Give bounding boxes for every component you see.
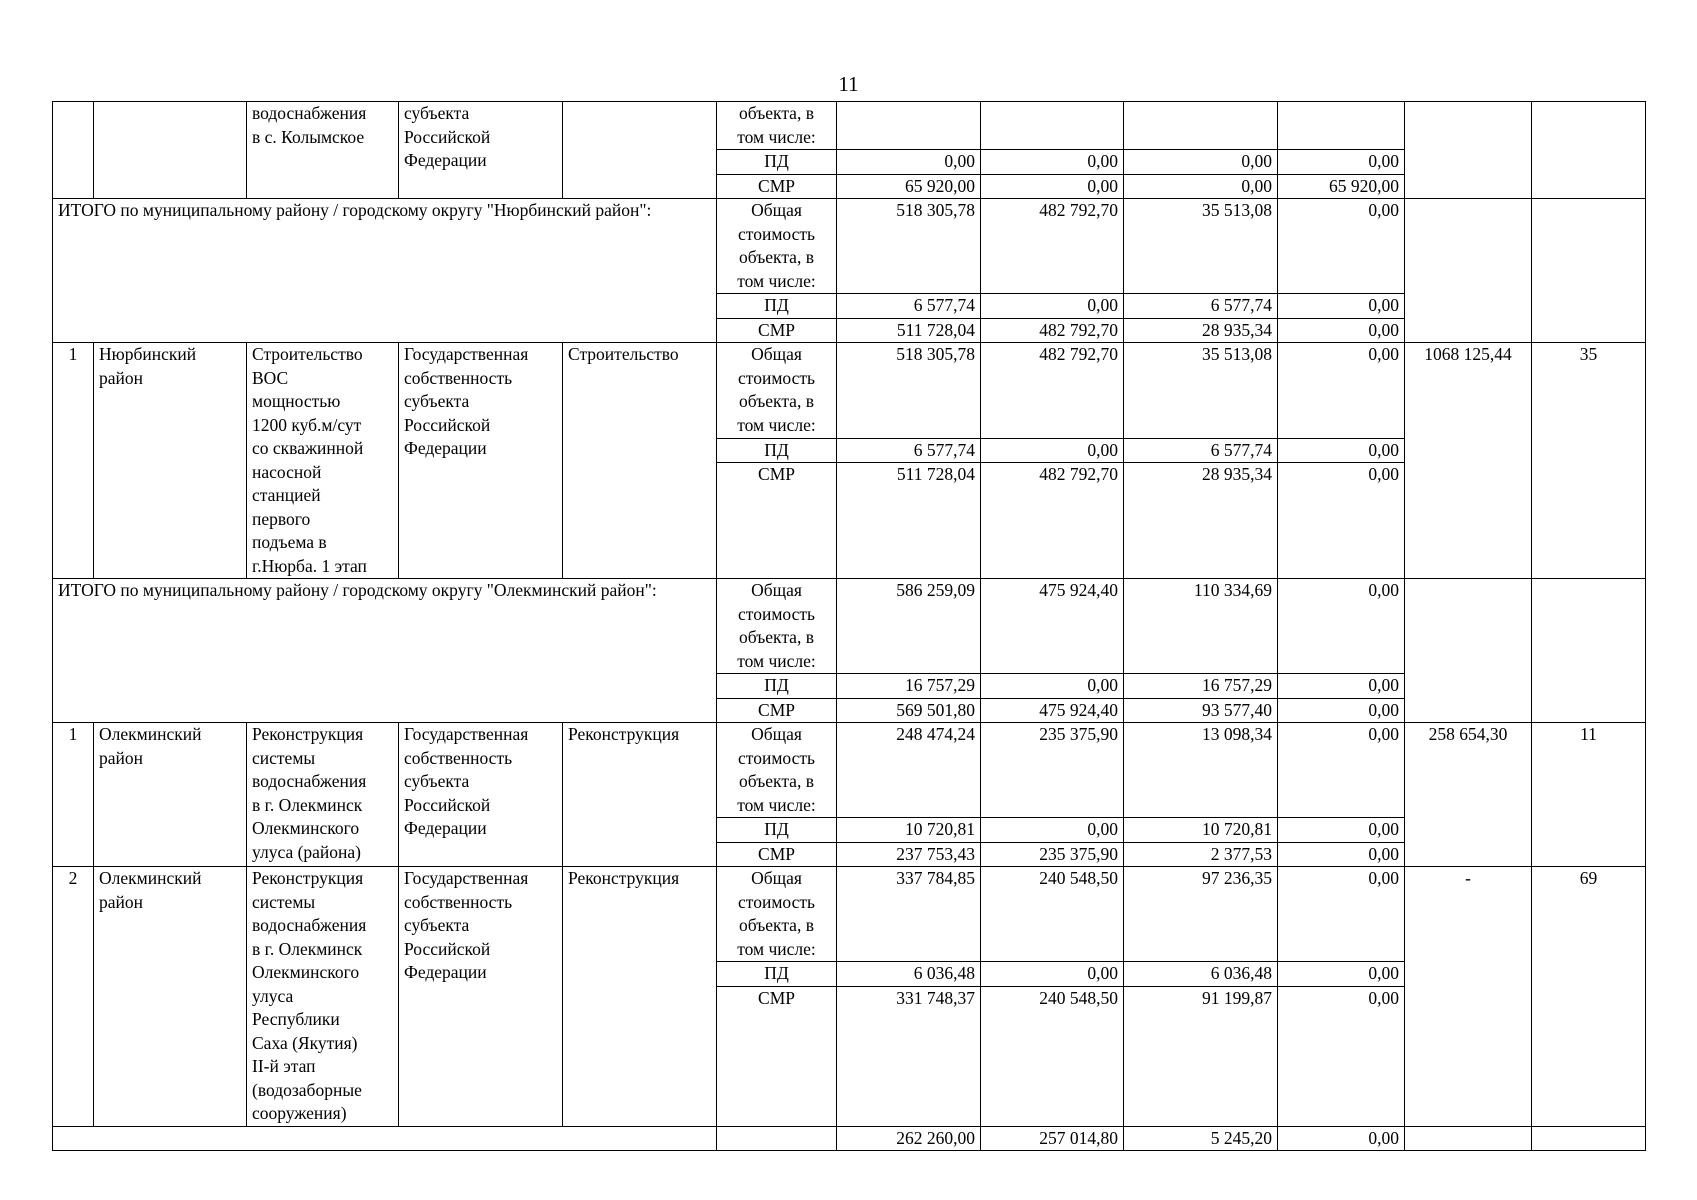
obj-nyurba-cost-row: 1 Нюрбинский район Строительство ВОС мощностью 1200 куб.м/сут со скважинной насосной станцией первого подъема в г.Нюрба. 1 этап Государственная собственность субъекта Российской Федерации Строительство Общая стоимость объекта, в том числе: 518 305,78 482 792,70 35 513,08 0,00 1068 125,44 35: [53, 343, 1646, 439]
obj-nyurba-name: Строительство ВОС мощностью 1200 куб.м/сут со скважинной насосной станцией первого подъема в г.Нюрба. 1 этап: [247, 343, 399, 579]
obj-olekma2-name: Реконструкция системы водоснабжения в г. Олекминск Олекминского улуса Республики Саха (Якутия) II-й этап (водозаборные сооружения): [247, 867, 399, 1127]
obj-nyurba-work-type: Строительство: [563, 343, 717, 579]
cont-pd-row: ПД 0,00 0,00 0,00 0,00: [53, 150, 1646, 175]
cell-work-type: [563, 102, 717, 199]
cell-c11: [1405, 102, 1532, 199]
cell-c12: [1532, 102, 1646, 199]
obj-nyurba-no: 1: [53, 343, 94, 579]
total-olekma-smr-row: СМР 569 501,80 475 924,40 93 577,40 0,00: [53, 698, 1646, 723]
obj-olekma2-district: Олекминский район: [94, 867, 247, 1127]
cost-label: Общая стоимость объекта, в том числе:: [717, 867, 837, 962]
obj-olekma2-c11: -: [1405, 867, 1532, 1127]
obj-nyurba-c11: 1068 125,44: [1405, 343, 1532, 579]
cell-ownership: субъекта Российской Федерации: [399, 102, 563, 199]
obj-olekma2-c12: 69: [1532, 867, 1646, 1127]
obj-olekma2-cost-row: 2 Олекминский район Реконструкция системы водоснабжения в г. Олекминск Олекминского улуса Республики Саха (Якутия) II-й этап (водозаборные сооружения) Государственная собственность субъекта Российской Федерации Реконструкция Общая стоимость объекта, в том числе: 337 784,85 240 548,50 97 236,35 0,00 - 69: [53, 867, 1646, 962]
obj-olekma2-work-type: Реконструкция: [563, 867, 717, 1127]
obj-olekma1-ownership: Государственная собственность субъекта Российской Федерации: [399, 723, 563, 867]
obj-nyurba-c12: 35: [1532, 343, 1646, 579]
cell-district: [94, 102, 247, 199]
cell-object-name: водоснабжения в с. Колымское: [247, 102, 399, 199]
obj-olekma1-c12: 11: [1532, 723, 1646, 867]
cell-no: [53, 102, 94, 199]
total-olekma-pd-row: ПД 16 757,29 0,00 16 757,29 0,00: [53, 674, 1646, 699]
last-row: 262 260,00 257 014,80 5 245,20 0,00: [53, 1126, 1646, 1151]
investment-table: [52, 101, 1646, 1151]
total-nyurba-smr-row: СМР 511 728,04 482 792,70 28 935,34 0,00: [53, 318, 1646, 343]
cont-smr-row: СМР 65 920,00 0,00 0,00 65 920,00: [53, 174, 1646, 199]
cost-label: Общая стоимость объекта, в том числе:: [717, 579, 837, 674]
obj-olekma2-pd-row: ПД 6 036,48 0,00 6 036,48 0,00: [53, 962, 1646, 987]
cost-label: Общая стоимость объекта, в том числе:: [717, 199, 837, 294]
obj-olekma1-pd-row: ПД 10 720,81 0,00 10 720,81 0,00: [53, 818, 1646, 843]
obj-olekma2-ownership: Государственная собственность субъекта Российской Федерации: [399, 867, 563, 1127]
total-olekma-cost-row: ИТОГО по муниципальному району / городскому округу "Олекминский район": Общая стоимость объекта, в том числе: 586 259,09 475 924,40 110 334,69 0,00: [53, 579, 1646, 674]
obj-olekma1-work-type: Реконструкция: [563, 723, 717, 867]
obj-olekma1-no: 1: [53, 723, 94, 867]
total-nyurba-cost-row: ИТОГО по муниципальному району / городскому округу "Нюрбинский район": Общая стоимость объекта, в том числе: 518 305,78 482 792,70 35 513,08 0,00: [53, 199, 1646, 294]
cost-label: Общая стоимость объекта, в том числе:: [717, 723, 837, 818]
total-nyurba-pd-row: ПД 6 577,74 0,00 6 577,74 0,00: [53, 294, 1646, 319]
obj-nyurba-smr-row: СМР 511 728,04 482 792,70 28 935,34 0,00: [53, 463, 1646, 579]
total-olekma-label: ИТОГО по муниципальному району / городскому округу "Олекминский район":: [53, 579, 717, 723]
obj-olekma1-c11: 258 654,30: [1405, 723, 1532, 867]
obj-olekma1-district: Олекминский район: [94, 723, 247, 867]
cost-label: объекта, в том числе:: [717, 102, 837, 150]
obj-nyurba-pd-row: ПД 6 577,74 0,00 6 577,74 0,00: [53, 438, 1646, 463]
obj-olekma1-name: Реконструкция системы водоснабжения в г. Олекминск Олекминского улуса (района): [247, 723, 399, 867]
obj-nyurba-ownership: Государственная собственность субъекта Российской Федерации: [399, 343, 563, 579]
obj-olekma1-cost-row: 1 Олекминский район Реконструкция системы водоснабжения в г. Олекминск Олекминского улуса (района) Государственная собственность субъекта Российской Федерации Реконструкция Общая стоимость объекта, в том числе: 248 474,24 235 375,90 13 098,34 0,00 258 654,30 11: [53, 723, 1646, 818]
obj-nyurba-district: Нюрбинский район: [94, 343, 247, 579]
total-nyurba-label: ИТОГО по муниципальному району / городскому округу "Нюрбинский район":: [53, 199, 717, 343]
cont-cost-row: [53, 102, 1646, 150]
obj-olekma1-smr-row: СМР 237 753,43 235 375,90 2 377,53 0,00: [53, 842, 1646, 867]
page-number: 11: [838, 72, 859, 96]
obj-olekma2-smr-row: СМР 331 748,37 240 548,50 91 199,87 0,00: [53, 986, 1646, 1126]
obj-olekma2-no: 2: [53, 867, 94, 1127]
cost-label: Общая стоимость объекта, в том числе:: [717, 343, 837, 439]
